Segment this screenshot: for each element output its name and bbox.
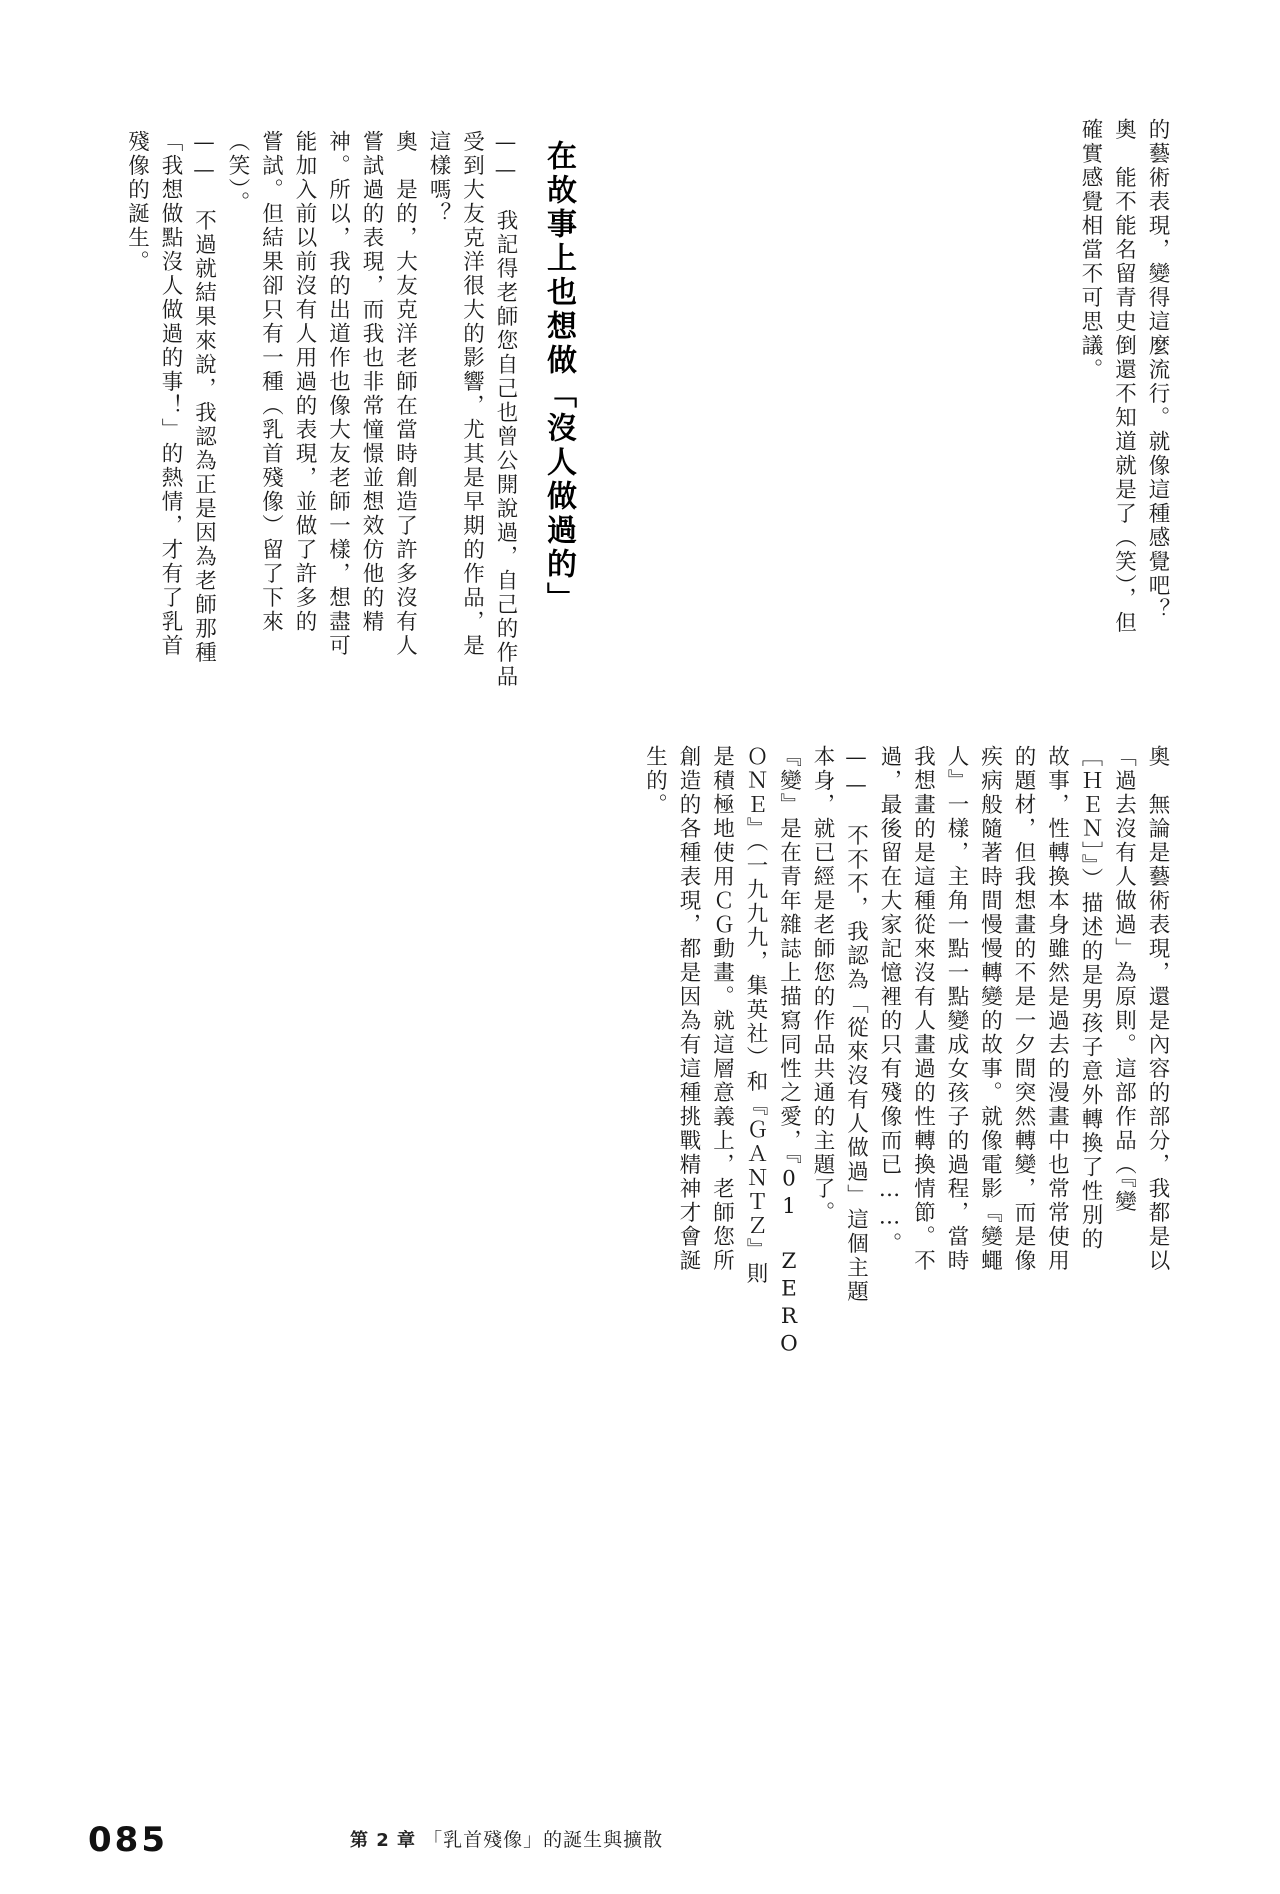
footer-title-label: 「乳首殘像」的誕生與擴散	[423, 1829, 664, 1851]
text-line: —— 不過就結果來說，我認為正是因為老師那種	[191, 130, 217, 665]
text-line: 疾病般隨著時間慢慢轉變的故事。就像電影『變蠅	[977, 745, 1003, 1273]
text-line: 是積極地使用ＣＧ動畫。就這層意義上，老師您所	[709, 745, 735, 1273]
text-line: 受到大友克洋很大的影響，尤其是早期的作品，是	[459, 130, 485, 658]
text-line: 本身，就已經是老師您的作品共通的主題了。	[810, 745, 835, 1225]
text-line: 殘像的誕生。	[124, 130, 150, 274]
text-line: 這樣嗎？	[426, 130, 451, 226]
text-line: 嘗試。但結果卻只有一種（乳首殘像）留了下來	[258, 130, 284, 634]
text-line: —— 不不不，我認為「從來沒有人做過」這個主題	[843, 745, 869, 1304]
text-line: 奧 是的，大友克洋老師在當時創造了許多沒有人	[392, 130, 418, 658]
paragraph-block-upper-middle	[114, 130, 516, 689]
paragraph-block-lower	[632, 745, 1168, 1359]
text-line: ［ＨＥＮ］』）描述的是男孩子意外轉換了性別的	[1078, 745, 1103, 1252]
page-number: 085	[88, 1820, 168, 1860]
section-heading: 在故事上也想做「沒人做過的」	[541, 140, 576, 616]
footer-chapter-label: 第 2 章	[350, 1830, 417, 1851]
text-line: 創造的各種表現，都是因為有這種挑戰精神才會誕	[676, 745, 701, 1273]
text-line: 能加入前以前沒有人用過的表現，並做了許多的	[292, 130, 317, 634]
text-line: 生的。	[642, 745, 668, 817]
text-line: 我想畫的是這種從來沒有人畫過的性轉換情節。不	[910, 745, 936, 1273]
footer-chapter-title	[350, 1825, 663, 1852]
text-line: （笑）。	[225, 130, 250, 216]
text-line: 的題材，但我想畫的不是一夕間突然轉變，而是像	[1011, 745, 1036, 1273]
text-line: 確實感覺相當不可思議。	[1078, 118, 1103, 382]
text-line: 神。所以，我的出道作也像大友老師一樣，想盡可	[325, 130, 351, 658]
paragraph-block-upper-right	[1068, 118, 1169, 635]
text-line: 人』一樣，主角一點一點變成女孩子的過程，當時	[944, 745, 969, 1273]
text-line: ＯＮＥ』（一九九九，集英社）和『ＧＡＮＴＺ』則	[743, 745, 768, 1287]
text-line: 過，最後留在大家記憶裡的只有殘像而已……。	[877, 745, 902, 1256]
text-line: 嘗試過的表現，而我也非常憧憬並想效仿他的精	[359, 130, 384, 634]
text-line: 『變』是在青年雜誌上描寫同性之愛，『01 ZERO	[776, 745, 802, 1359]
text-line: —— 我記得老師您自己也曾公開說過，自己的作品	[493, 130, 518, 689]
text-line: 奧 能不能名留青史倒還不知道就是了（笑），但	[1111, 118, 1137, 636]
text-line: 故事，性轉換本身雖然是過去的漫畫中也常常使用	[1044, 745, 1070, 1273]
text-line: 「過去沒有人做過」為原則。這部作品（『變	[1111, 745, 1137, 1215]
text-line: 的藝術表現，變得這麼流行。就像這種感覺吧？	[1145, 118, 1170, 622]
text-line: 奧 無論是藝術表現，還是內容的部分，我都是以	[1145, 745, 1170, 1273]
text-line: 「我想做點沒人做過的事！」的熱情，才有了乳首	[158, 130, 183, 658]
